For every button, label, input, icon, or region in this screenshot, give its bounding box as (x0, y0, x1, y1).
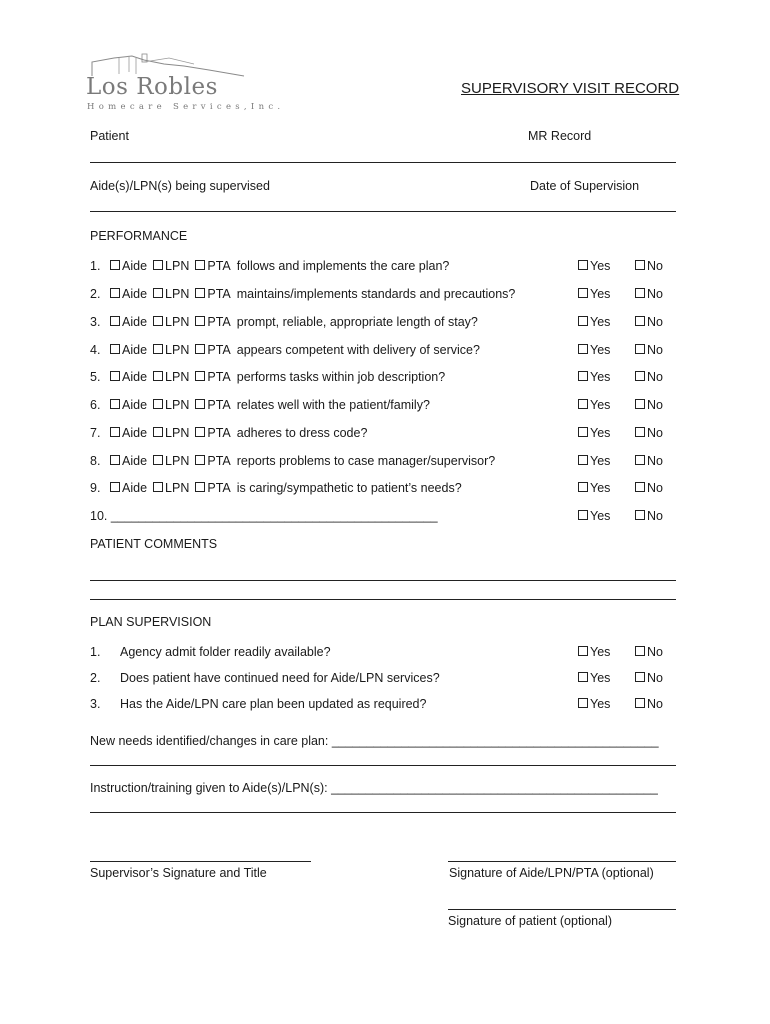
no-option[interactable]: No (635, 645, 663, 659)
checkbox-icon[interactable] (578, 371, 588, 381)
performance-heading: PERFORMANCE (90, 229, 188, 243)
yes-option[interactable]: Yes (578, 398, 610, 412)
date-label: Date of Supervision (530, 179, 640, 193)
checkbox-icon[interactable] (153, 482, 163, 492)
checkbox-icon[interactable] (578, 316, 588, 326)
option-1[interactable]: LPN (153, 481, 189, 495)
item-text: follows and implements the care plan? (236, 259, 450, 273)
logo-name: Los Robles (86, 74, 218, 100)
performance-item (90, 481, 680, 497)
option-2[interactable]: PTA (195, 287, 230, 301)
supervisor-signature-line[interactable] (90, 861, 311, 862)
checkbox-icon[interactable] (153, 316, 163, 326)
checkbox-icon[interactable] (578, 455, 588, 465)
checkbox-icon[interactable] (110, 260, 120, 270)
role-options (110, 426, 367, 440)
checkbox-icon[interactable] (635, 260, 645, 270)
yes-option[interactable]: Yes (578, 645, 610, 659)
item-number: 7. (90, 426, 101, 440)
checkbox-icon[interactable] (578, 288, 588, 298)
checkbox-icon[interactable] (153, 288, 163, 298)
option-0[interactable]: Aide (110, 259, 147, 273)
plan-item (90, 671, 680, 687)
yes-option[interactable]: Yes (578, 259, 610, 273)
yes-option[interactable]: Yes (578, 370, 610, 384)
checkbox-icon[interactable] (110, 427, 120, 437)
item-text: reports problems to case manager/supervisor? (236, 454, 496, 468)
checkbox-icon[interactable] (153, 344, 163, 354)
no-option[interactable]: No (635, 454, 663, 468)
checkbox-icon[interactable] (635, 316, 645, 326)
no-option[interactable]: No (635, 370, 663, 384)
plan-number: 3. (90, 697, 101, 711)
no-option[interactable]: No (635, 697, 663, 711)
checkbox-icon[interactable] (110, 482, 120, 492)
patient-signature-line[interactable] (448, 909, 676, 910)
checkbox-icon[interactable] (635, 510, 645, 520)
no-option[interactable]: No (635, 315, 663, 329)
patient-comments-heading: PATIENT COMMENTS (90, 537, 218, 551)
option-2[interactable]: PTA (195, 370, 230, 384)
option-2[interactable]: PTA (195, 481, 230, 495)
option-0[interactable]: Aide (110, 343, 147, 357)
checkbox-icon[interactable] (578, 399, 588, 409)
plan-number: 1. (90, 645, 101, 659)
checkbox-icon[interactable] (635, 399, 645, 409)
patient-signature-label: Signature of patient (optional) (448, 914, 612, 928)
aide-signature-label: Signature of Aide/LPN/PTA (optional) (449, 866, 654, 880)
checkbox-icon[interactable] (635, 646, 645, 656)
patient-label: Patient (90, 129, 129, 143)
option-1[interactable]: LPN (153, 259, 189, 273)
option-0[interactable]: Aide (110, 315, 147, 329)
role-options (110, 481, 462, 495)
checkbox-icon[interactable] (635, 455, 645, 465)
item-number: 1. (90, 259, 101, 273)
aides-line[interactable] (90, 211, 676, 212)
role-options (110, 315, 478, 329)
option-0[interactable]: Aide (110, 287, 147, 301)
role-options (110, 287, 515, 301)
yes-option[interactable]: Yes (578, 426, 610, 440)
option-2[interactable]: PTA (195, 454, 230, 468)
item-number: 3. (90, 315, 101, 329)
comment-line-1[interactable] (90, 580, 676, 581)
performance-item-10 (90, 509, 680, 525)
no-option[interactable]: No (635, 343, 663, 357)
plan-item (90, 645, 680, 661)
item-text: performs tasks within job description? (236, 370, 446, 384)
performance-item (90, 426, 680, 442)
checkbox-icon[interactable] (635, 698, 645, 708)
plan-item (90, 697, 680, 713)
item-number: 6. (90, 398, 101, 412)
checkbox-icon[interactable] (635, 672, 645, 682)
checkbox-icon[interactable] (635, 344, 645, 354)
checkbox-icon[interactable] (153, 455, 163, 465)
option-0[interactable]: Aide (110, 481, 147, 495)
option-1[interactable]: LPN (153, 426, 189, 440)
option-0[interactable]: Aide (110, 426, 147, 440)
plan-text: Has the Aide/LPN care plan been updated as required? (120, 697, 427, 711)
option-1[interactable]: LPN (153, 343, 189, 357)
checkbox-icon[interactable] (195, 427, 205, 437)
yes-option[interactable]: Yes (578, 509, 610, 523)
checkbox-icon[interactable] (153, 427, 163, 437)
yes-option[interactable]: Yes (578, 697, 610, 711)
checkbox-icon[interactable] (110, 288, 120, 298)
item-text: adheres to dress code? (236, 426, 368, 440)
item-number: 8. (90, 454, 101, 468)
checkbox-icon[interactable] (578, 672, 588, 682)
item-text: relates well with the patient/family? (236, 398, 430, 412)
aide-signature-line[interactable] (448, 861, 676, 862)
option-0[interactable]: Aide (110, 398, 147, 412)
mr-record-label: MR Record (528, 129, 592, 143)
checkbox-icon[interactable] (578, 510, 588, 520)
performance-item (90, 315, 680, 331)
logo-subtitle: Homecare Services,Inc. (87, 102, 285, 112)
yes-option[interactable]: Yes (578, 287, 610, 301)
plan-text: Does patient have continued need for Aide/LPN services? (120, 671, 440, 685)
item-text: maintains/implements standards and precautions? (236, 287, 516, 301)
new-needs-label[interactable]: New needs identified/changes in care plan: _______________________________________________ (90, 734, 659, 748)
option-2[interactable]: PTA (195, 398, 230, 412)
option-1[interactable]: LPN (153, 454, 189, 468)
no-option[interactable]: No (635, 287, 663, 301)
checkbox-icon[interactable] (195, 316, 205, 326)
checkbox-icon[interactable] (578, 427, 588, 437)
checkbox-icon[interactable] (578, 482, 588, 492)
supervisor-signature-label: Supervisor’s Signature and Title (90, 866, 267, 880)
aides-label: Aide(s)/LPN(s) being supervised (90, 179, 270, 193)
item-number: 5. (90, 370, 101, 384)
new-needs-line-2[interactable] (90, 765, 676, 766)
yes-option[interactable]: Yes (578, 343, 610, 357)
option-1[interactable]: LPN (153, 315, 189, 329)
yes-option[interactable]: Yes (578, 315, 610, 329)
performance-item (90, 287, 680, 303)
checkbox-icon[interactable] (153, 260, 163, 270)
performance-item (90, 370, 680, 386)
checkbox-icon[interactable] (110, 344, 120, 354)
option-2[interactable]: PTA (195, 343, 230, 357)
item-number: 2. (90, 287, 101, 301)
checkbox-icon[interactable] (635, 371, 645, 381)
checkbox-icon[interactable] (635, 427, 645, 437)
checkbox-icon[interactable] (110, 399, 120, 409)
yes-option[interactable]: Yes (578, 454, 610, 468)
checkbox-icon[interactable] (153, 399, 163, 409)
option-2[interactable]: PTA (195, 259, 230, 273)
checkbox-icon[interactable] (578, 260, 588, 270)
instruction-label[interactable]: Instruction/training given to Aide(s)/LPN(s): _______________________________________________ (90, 781, 658, 795)
checkbox-icon[interactable] (578, 646, 588, 656)
patient-line[interactable] (90, 162, 676, 163)
role-options (110, 259, 449, 273)
no-option[interactable]: No (635, 398, 663, 412)
instruction-line-2[interactable] (90, 812, 676, 813)
no-option[interactable]: No (635, 426, 663, 440)
option-1[interactable]: LPN (153, 398, 189, 412)
checkbox-icon[interactable] (195, 399, 205, 409)
checkbox-icon[interactable] (195, 260, 205, 270)
plan-text: Agency admit folder readily available? (120, 645, 331, 659)
option-0[interactable]: Aide (110, 454, 147, 468)
page-title: SUPERVISORY VISIT RECORD (461, 80, 680, 97)
checkbox-icon[interactable] (153, 371, 163, 381)
item-number: 4. (90, 343, 101, 357)
checkbox-icon[interactable] (195, 482, 205, 492)
item-text: is caring/sympathetic to patient’s needs? (236, 481, 462, 495)
option-2[interactable]: PTA (195, 426, 230, 440)
checkbox-icon[interactable] (195, 455, 205, 465)
checkbox-icon[interactable] (195, 288, 205, 298)
company-logo (84, 52, 285, 114)
role-options (110, 343, 480, 357)
checkbox-icon[interactable] (195, 371, 205, 381)
performance-item (90, 343, 680, 359)
option-2[interactable]: PTA (195, 315, 230, 329)
no-option[interactable]: No (635, 259, 663, 273)
yes-option[interactable]: Yes (578, 671, 610, 685)
role-options (110, 454, 495, 468)
option-0[interactable]: Aide (110, 370, 147, 384)
role-options (110, 398, 430, 412)
item-text: appears competent with delivery of service? (236, 343, 480, 357)
checkbox-icon[interactable] (578, 344, 588, 354)
performance-item (90, 259, 680, 275)
plan-heading: PLAN SUPERVISION (90, 615, 212, 629)
option-1[interactable]: LPN (153, 370, 189, 384)
performance-item (90, 398, 680, 414)
checkbox-icon[interactable] (110, 455, 120, 465)
item-number: 9. (90, 481, 101, 495)
no-option[interactable]: No (635, 481, 663, 495)
checkbox-icon[interactable] (110, 316, 120, 326)
yes-option[interactable]: Yes (578, 481, 610, 495)
checkbox-icon[interactable] (635, 288, 645, 298)
checkbox-icon[interactable] (110, 371, 120, 381)
role-options (110, 370, 445, 384)
comment-line-2[interactable] (90, 599, 676, 600)
performance-item (90, 454, 680, 470)
plan-number: 2. (90, 671, 101, 685)
option-1[interactable]: LPN (153, 287, 189, 301)
checkbox-icon[interactable] (195, 344, 205, 354)
no-option[interactable]: No (635, 509, 663, 523)
no-option[interactable]: No (635, 671, 663, 685)
checkbox-icon[interactable] (578, 698, 588, 708)
checkbox-icon[interactable] (635, 482, 645, 492)
item-text: prompt, reliable, appropriate length of stay? (236, 315, 478, 329)
item-10-text[interactable]: 10. _______________________________________________ (90, 509, 438, 523)
